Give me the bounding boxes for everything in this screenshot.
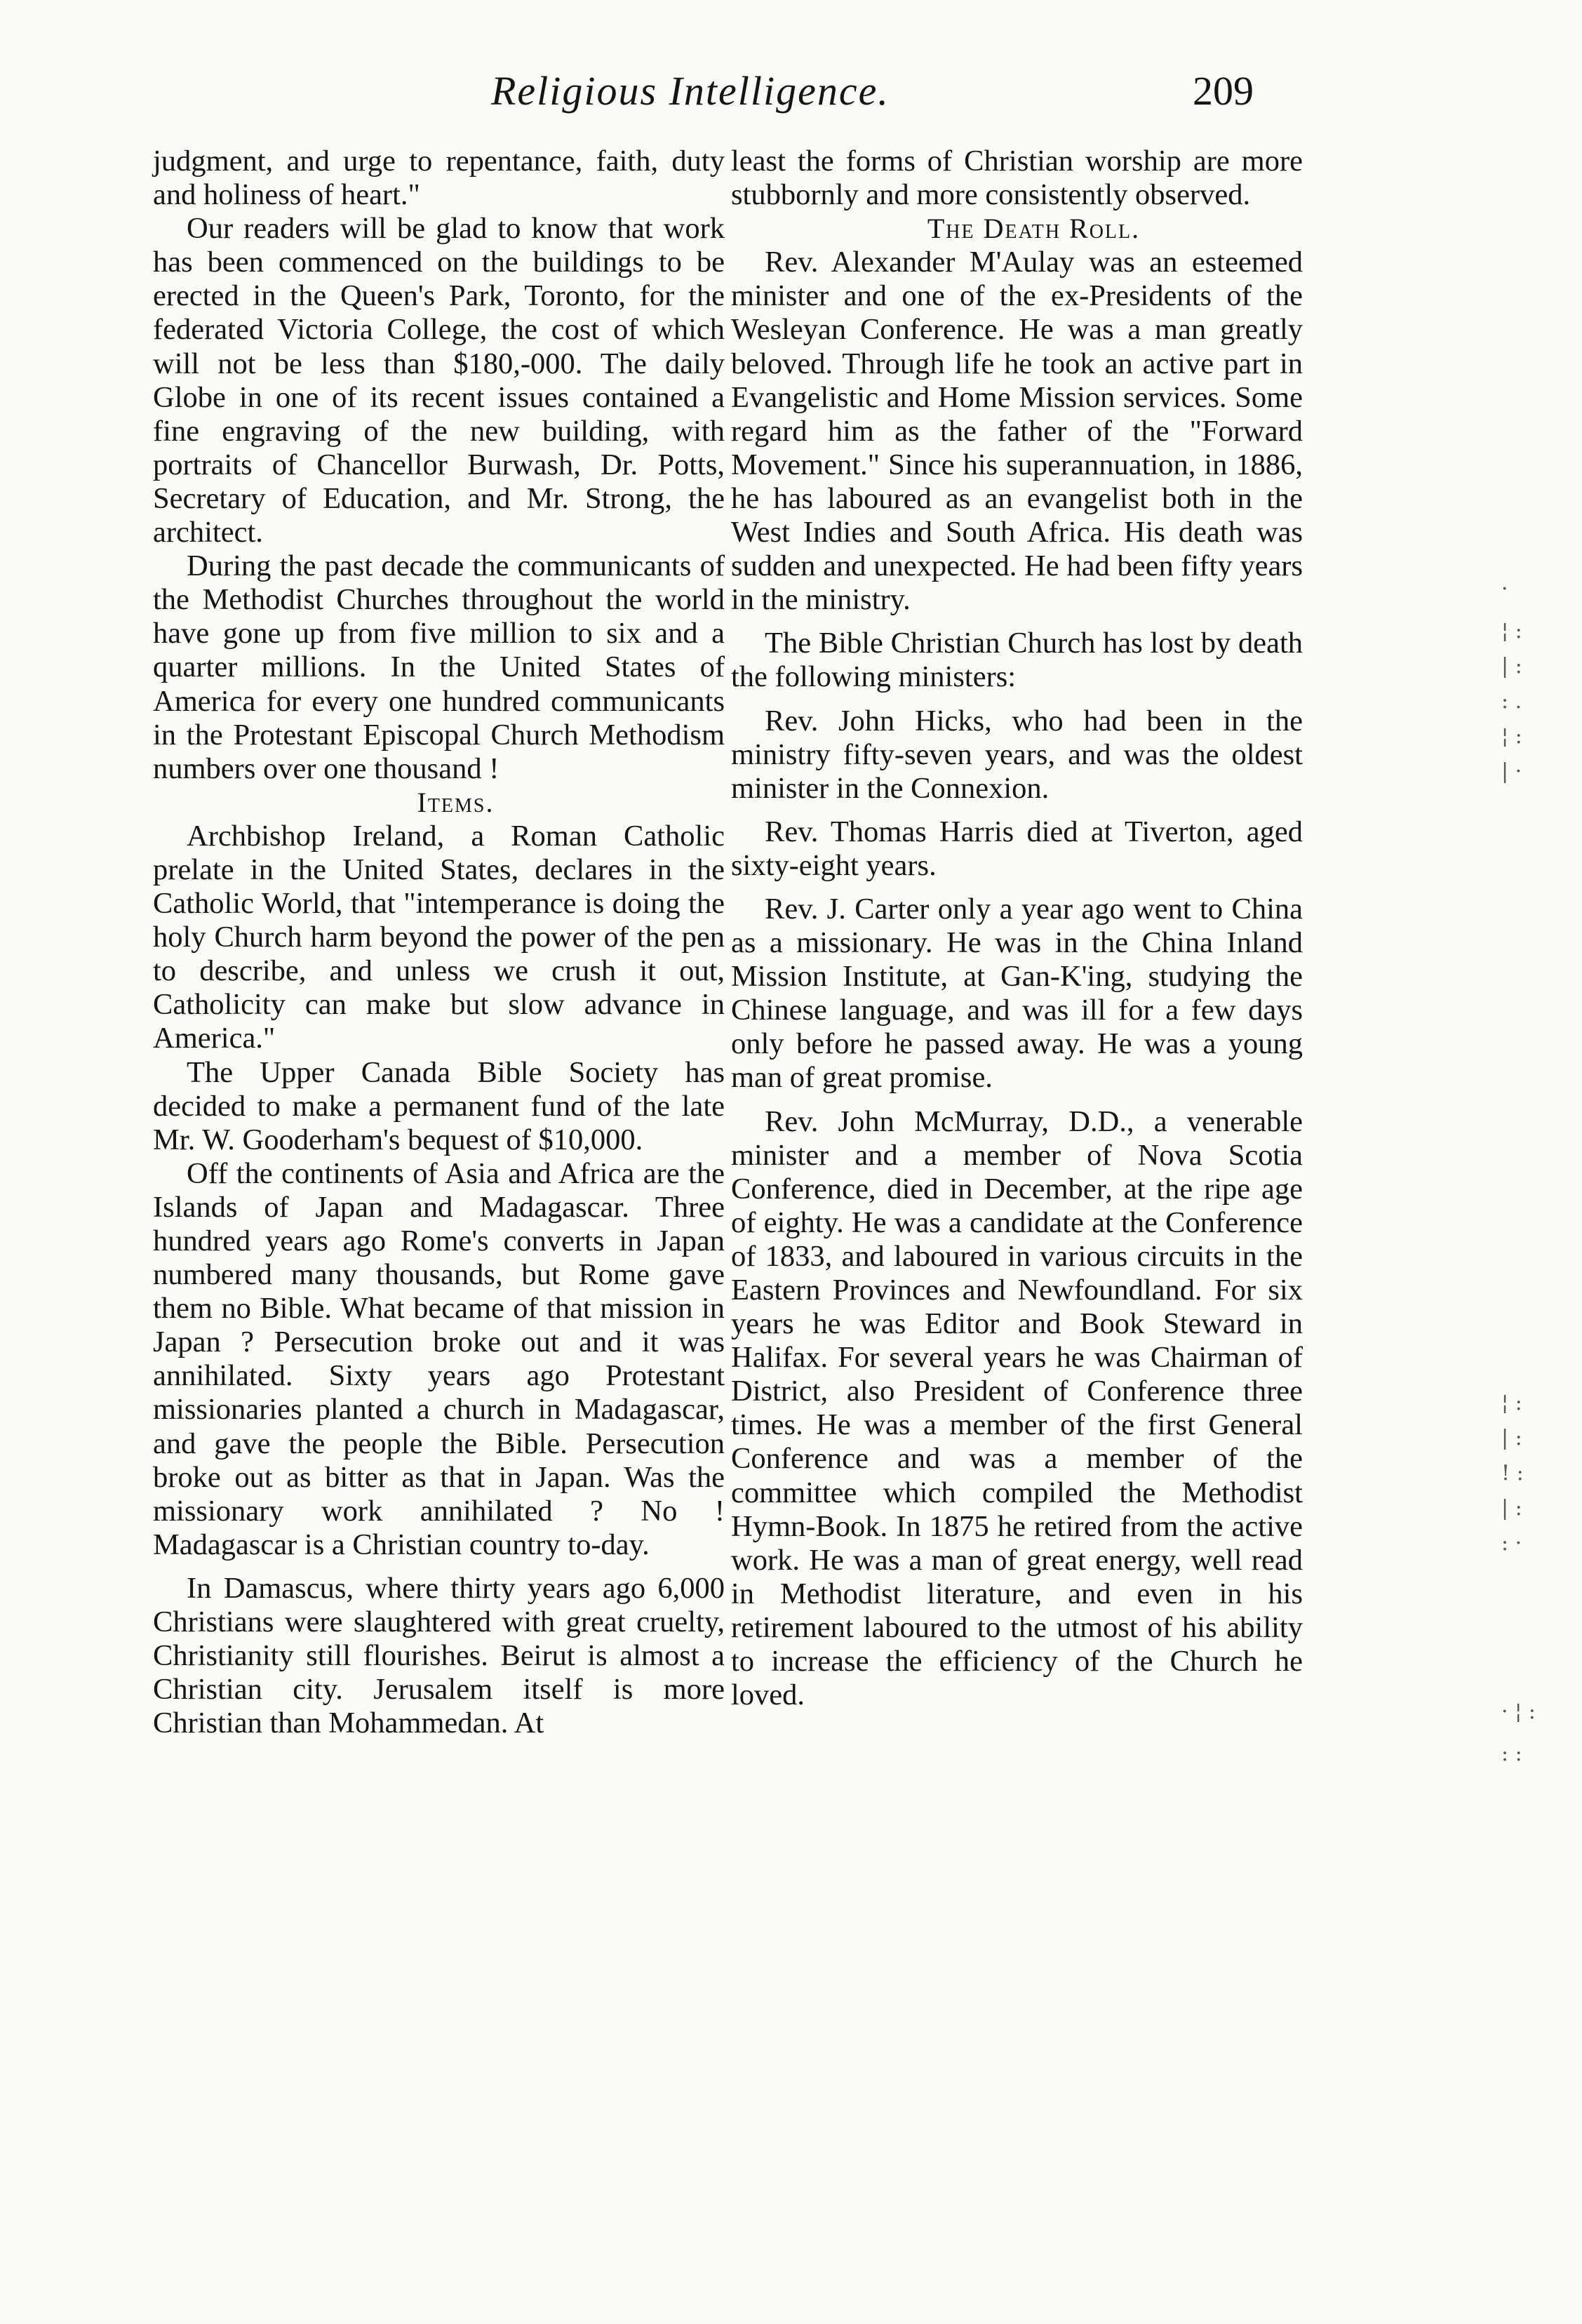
paragraph: During the past decade the communicants of the Methodist Churches throughout the world have gone up from five million to six and a quarter millions. In the United States of America for every one hundred communicants in the Protestant Episcopal Church Methodism numbers over one thousand ! [153, 549, 725, 785]
section-heading-death-roll: The Death Roll. [927, 213, 1141, 245]
item-paragraph: The Upper Canada Bible Society has decided to make a permanent fund of the late Mr. W. Gooderham's bequest of $10,000. [153, 1055, 725, 1156]
paragraph: least the forms of Christian worship are more stubbornly and more consistently observed. [731, 145, 1303, 212]
page-header [0, 67, 1582, 138]
item-paragraph: Archbishop Ireland, a Roman Catholic prelate in the United States, declares in the Catholic World, that "intemperance is doing the holy Church harm beyond the power of the pen to describe, and unless we crush it out, Catholicity can make but slow advance in America." [153, 819, 725, 1055]
margin-scan-marks: · ¦ : | : : . ¦ : | · ¦ : | : ! : | : : · · ¦ : : : [1501, 577, 1536, 1766]
obituary-paragraph: Rev. John McMurray, D.D., a venerable minister and a member of Nova Scotia Conference, died in December, at the ripe age of eighty. He was a candidate at the Conference of 1833, and laboured in various circuits in the Eastern Provinces and Newfoundland. For six years he was Editor and Book Steward in Halifax. For several years he was Chairman of District, also President of Conference three times. He was a member of the first General Conference and was a member of the committee which compiled the Methodist Hymn-Book. In 1875 he retired from the active work. He was a man of great energy, well read in Methodist literature, and even in his retirement laboured to the utmost of his ability to increase the efficiency of the Church he loved. [731, 1104, 1303, 1712]
paragraph: Our readers will be glad to know that work has been commenced on the buildings to be erected in the Queen's Park, Toronto, for the federated Victoria College, the cost of which will not be less than $180,-000. The daily Globe in one of its recent issues contained a fine engraving of the new building, with portraits of Chancellor Burwash, Dr. Potts, Secretary of Education, and Mr. Strong, the architect. [153, 212, 725, 549]
obituary-paragraph: The Bible Christian Church has lost by death the following ministers: [731, 627, 1303, 694]
running-title: Religious Intelligence. [491, 68, 890, 114]
obituary-paragraph: Rev. Thomas Harris died at Tiverton, aged sixty-eight years. [731, 815, 1303, 882]
page-number: 209 [1193, 68, 1254, 114]
obituary-paragraph: Rev. John Hicks, who had been in the ministry fifty-seven years, and was the oldest minister in the Connexion. [731, 704, 1303, 805]
left-column [153, 145, 725, 1740]
obituary-paragraph: Rev. J. Carter only a year ago went to China as a missionary. He was in the China Inland Mission Institute, at Gan-K'ing, studying the Chinese language, and was ill for a few days only before he passed away. He was a young man of great promise. [731, 892, 1303, 1095]
section-heading-items: Items. [417, 786, 495, 818]
paragraph: judgment, and urge to repentance, faith, duty and holiness of heart." [153, 145, 725, 212]
right-column [731, 145, 1303, 1712]
obituary-paragraph: Rev. Alexander M'Aulay was an esteemed minister and one of the ex-Presidents of the Wesleyan Conference. He was a man greatly beloved. Through life he took an active part in Evangelistic and Home Mission services. Some regard him as the father of the "Forward Movement." Since his superannuation, in 1886, he has laboured as an evangelist both in the West Indies and South Africa. His death was sudden and unexpected. He had been fifty years in the ministry. [731, 246, 1303, 617]
item-paragraph: Off the continents of Asia and Africa are the Islands of Japan and Madagascar. Three hundred years ago Rome's converts in Japan numbered many thousands, but Rome gave them no Bible. What became of that mission in Japan ? Persecution broke out and it was annihilated. Sixty years ago Protestant missionaries planted a church in Madagascar, and gave the people the Bible. Persecution broke out as bitter as that in Japan. Was the missionary work annihilated ? No ! Madagascar is a Christian country to-day. [153, 1156, 725, 1561]
item-paragraph: In Damascus, where thirty years ago 6,000 Christians were slaughtered with great cruelty, Christianity still flourishes. Beirut is almost a Christian city. Jerusalem itself is more Christian than Mohammedan. At [153, 1571, 725, 1740]
